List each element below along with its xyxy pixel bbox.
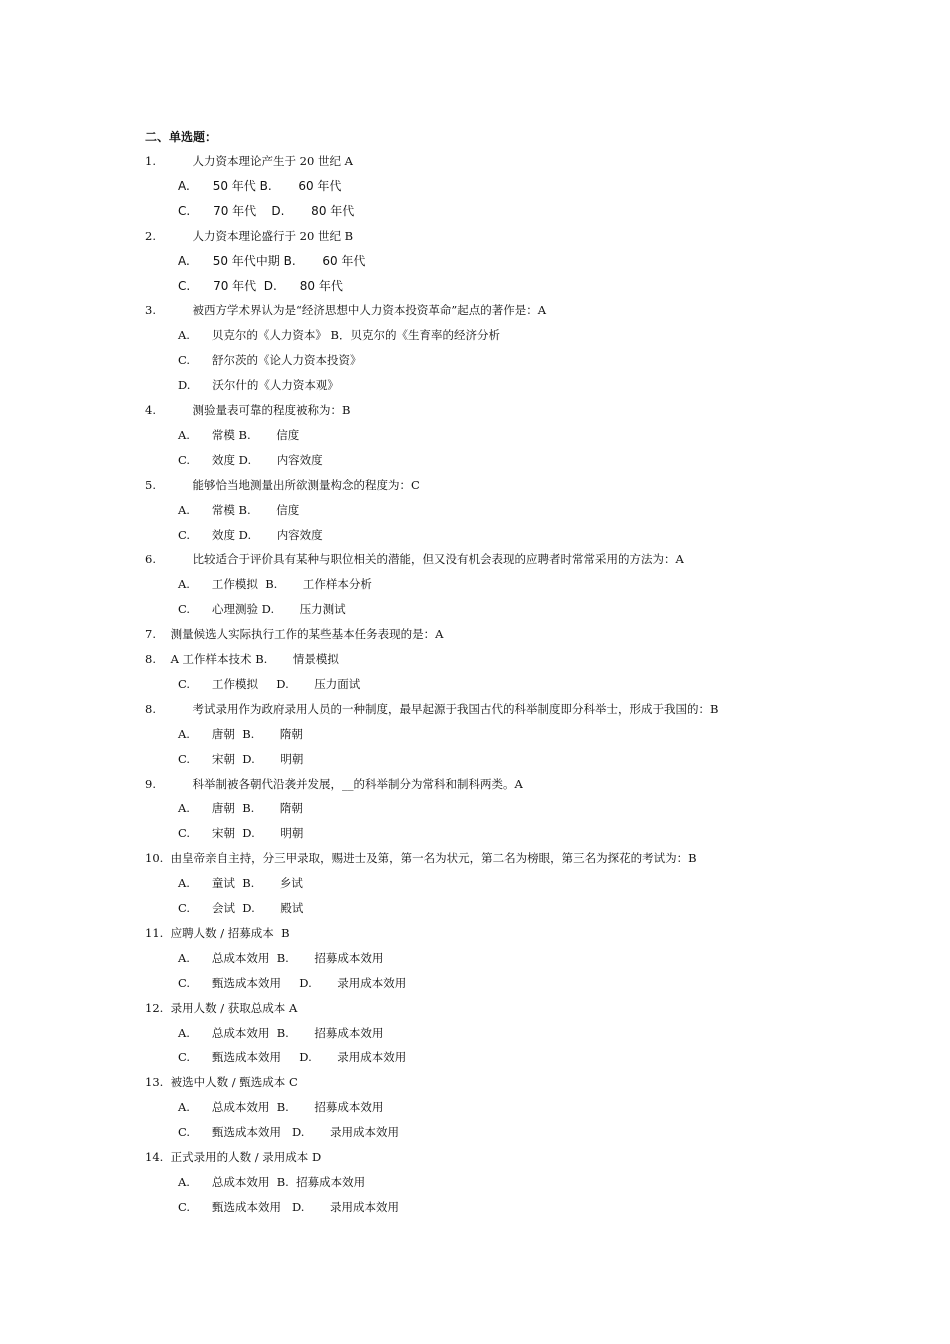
question-line: 3. 被西方学术界认为是“经济思想中人力资本投资革命”起点的著作是：A [145,303,547,318]
question-line: 5. 能够恰当地测量出所欲测量构念的程度为：C [145,477,420,492]
option-line: A. 50 年代 B. 60 年代 [178,178,342,193]
option-line: C. 宋朝 D. 明朝 [178,826,304,841]
section-title: 二、单选题： [145,130,218,144]
option-line: C. 甄选成本效用 D. 录用成本效用 [178,1199,399,1214]
option-line: C. 效度 D. 内容效度 [178,527,323,542]
option-line: A. 童试 B. 乡试 [178,876,303,891]
option-line: C. 70 年代 D. 80 年代 [178,278,343,293]
option-line: A. 唐朝 B. 隋朝 [178,801,303,816]
question-line: 12. 录用人数 / 获取总成本 A [145,1000,298,1015]
question-line: 8. 考试录用作为政府录用人员的一种制度，最早起源于我国古代的科举制度即分科举士，形成于我国的：B [145,701,719,716]
question-line: 10. 由皇帝亲自主持，分三甲录取，赐进士及第，第一名为状元，第二名为榜眼，第三名为探花的考试为：B [145,851,697,866]
option-line: A. 常模 B. 信度 [178,427,300,442]
option-line: C. 70 年代 D. 80 年代 [178,203,355,218]
option-line: A. 常模 B. 信度 [178,502,300,517]
question-line: 6. 比较适合于评价具有某种与职位相关的潜能，但又没有机会表现的应聘者时常常采用的方法为：A [145,552,684,567]
option-line: A. 50 年代中期 B. 60 年代 [178,253,366,268]
option-line: C. 效度 D. 内容效度 [178,452,323,467]
question-line: 2. 人力资本理论盛行于 20 世纪 B [145,228,354,243]
option-line: C. 会试 D. 殿试 [178,901,304,915]
question-line: 13. 被选中人数 / 甄选成本 C [145,1075,298,1090]
option-line: C. 甄选成本效用 D. 录用成本效用 [178,1125,399,1140]
option-line: A. 唐朝 B. 隋朝 [178,726,303,741]
option-line: A. 总成本效用 B. 招募成本效用 [178,1025,384,1040]
option-line: A. 总成本效用 B. 招募成本效用 [178,950,384,965]
option-line: C. 舒尔茨的《论人力资本投资》 [178,353,362,368]
option-line: A. 贝克尔的《人力资本》 B．贝克尔的《生育率的经济分析 [178,328,500,343]
option-line: C. 宋朝 D. 明朝 [178,751,304,766]
question-line: 1. 人力资本理论产生于 20 世纪 A [145,154,353,168]
question-line: 7. 测量候选人实际执行工作的某些基本任务表现的是：A [145,627,444,642]
option-line: A. 总成本效用 B. 招募成本效用 [178,1174,366,1189]
option-line: C. 工作模拟 D. 压力面试 [178,676,361,691]
question-line: 4. 测验量表可靠的程度被称为：B [145,403,351,417]
question-line: 8. A 工作样本技术 B. 情景模拟 [145,652,339,666]
option-line: C. 甄选成本效用 D. 录用成本效用 [178,975,407,990]
option-line: C. 心理测验 D. 压力测试 [178,602,346,617]
question-line: 9. 科举制被各朝代沿袭并发展，__的科举制分为常科和制科两类。A [145,776,523,791]
option-line: A. 工作模拟 B. 工作样本分析 [178,577,372,592]
option-line: C. 甄选成本效用 D. 录用成本效用 [178,1050,407,1065]
option-line: A. 总成本效用 B. 招募成本效用 [178,1100,384,1115]
option-line: D. 沃尔什的《人力资本观》 [178,378,339,393]
question-line: 14. 正式录用的人数 / 录用成本 D [145,1150,322,1164]
question-line: 11. 应聘人数 / 招募成本 B [145,925,290,940]
